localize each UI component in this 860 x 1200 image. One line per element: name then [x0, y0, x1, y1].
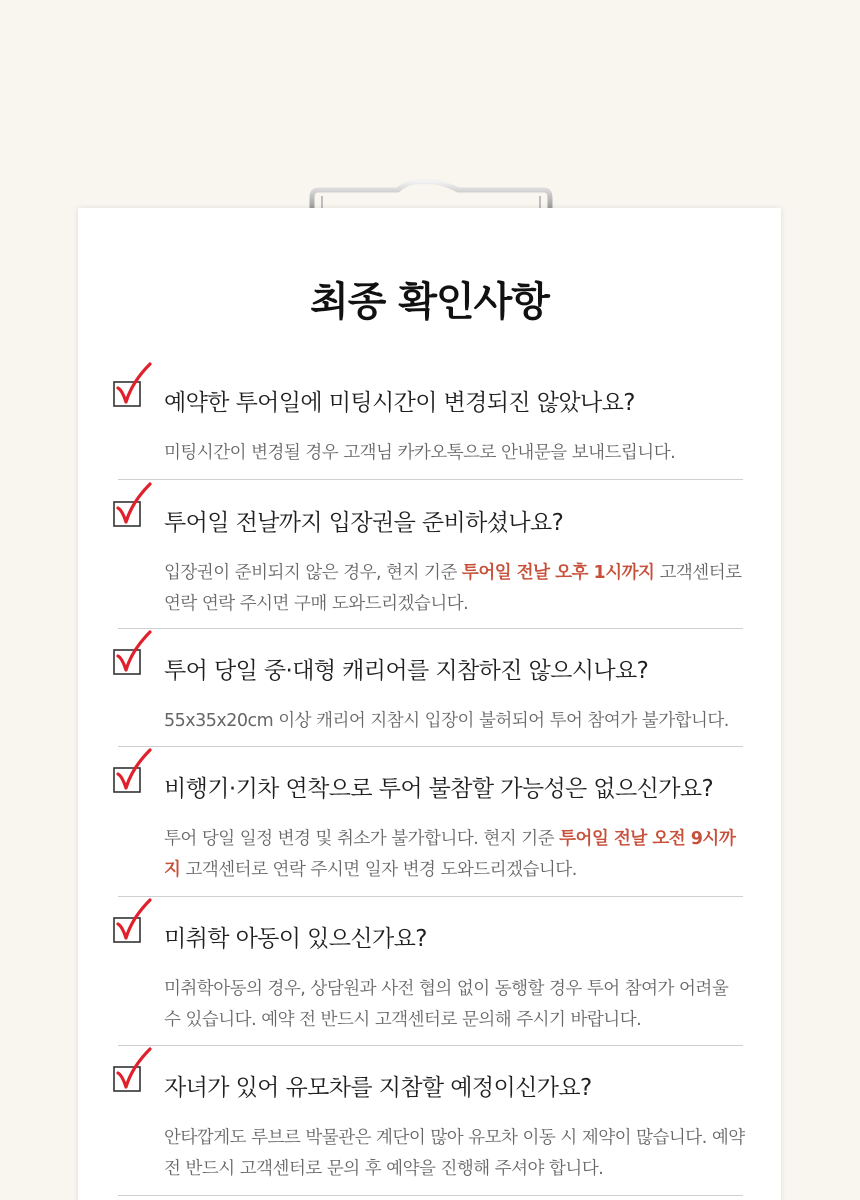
- description-highlight: 투어일 전날 오전 9시까지: [164, 829, 736, 880]
- item-divider: [118, 746, 743, 747]
- checkbox-checked-icon[interactable]: [112, 1047, 152, 1097]
- description-text: 미취학아동의 경우, 상담원과 사전 협의 없이 동행할 경우 투어 참여가 어려울 수 있습니다. 예약 전 반드시 고객센터로 문의해 주시기 바랍니다.: [164, 979, 729, 1030]
- description-highlight: 투어일 전날 오후 1시까지: [461, 563, 655, 583]
- description-text-after: 고객센터로 연락 연락 주시면 구매 도와드리겠습니다.: [164, 563, 742, 614]
- checklist-description: [164, 824, 749, 886]
- checklist-question: 자녀가 있어 유모차를 지참할 예정이신가요?: [164, 1075, 592, 1101]
- description-text-after: 고객센터로 연락 주시면 일자 변경 도와드리겠습니다.: [180, 860, 577, 880]
- checkbox-checked-icon[interactable]: [112, 748, 152, 798]
- item-divider: [118, 479, 743, 480]
- item-divider: [118, 628, 743, 629]
- checklist-description: [164, 706, 749, 737]
- item-divider: [118, 1045, 743, 1046]
- description-text: 55x35x20cm 이상 캐리어 지참시 입장이 불허되어 투어 참여가 불가합니다.: [164, 711, 729, 731]
- checklist-question: 투어일 전날까지 입장권을 준비하셨나요?: [164, 510, 564, 536]
- checkbox-checked-icon[interactable]: [112, 362, 152, 412]
- description-text: 입장권이 준비되지 않은 경우, 현지 기준: [164, 563, 462, 583]
- checklist-card: [78, 208, 781, 1200]
- description-text: 미팅시간이 변경될 경우 고객님 카카오톡으로 안내문을 보내드립니다.: [164, 443, 676, 463]
- checklist-question: 미취학 아동이 있으신가요?: [164, 926, 427, 952]
- item-divider: [118, 1195, 743, 1196]
- description-text: 투어 당일 일정 변경 및 취소가 불가합니다. 현지 기준: [164, 829, 560, 849]
- checklist-description: [164, 438, 749, 469]
- checklist-question: 비행기·기차 연착으로 투어 불참할 가능성은 없으신가요?: [164, 776, 714, 802]
- checklist-question: 예약한 투어일에 미팅시간이 변경되진 않았나요?: [164, 390, 635, 416]
- item-divider: [118, 896, 743, 897]
- checklist-description: [164, 558, 749, 620]
- checklist-description: [164, 974, 749, 1036]
- description-text: 안타깝게도 루브르 박물관은 계단이 많아 유모차 이동 시 제약이 많습니다. 예약 전 반드시 고객센터로 문의 후 예약을 진행해 주셔야 합니다.: [164, 1128, 745, 1179]
- page-title: 최종 확인사항: [310, 279, 549, 325]
- checkbox-checked-icon[interactable]: [112, 630, 152, 680]
- checklist-description: [164, 1123, 749, 1185]
- checklist-question: 투어 당일 중·대형 캐리어를 지참하진 않으시나요?: [164, 658, 649, 684]
- checkbox-checked-icon[interactable]: [112, 898, 152, 948]
- checkbox-checked-icon[interactable]: [112, 482, 152, 532]
